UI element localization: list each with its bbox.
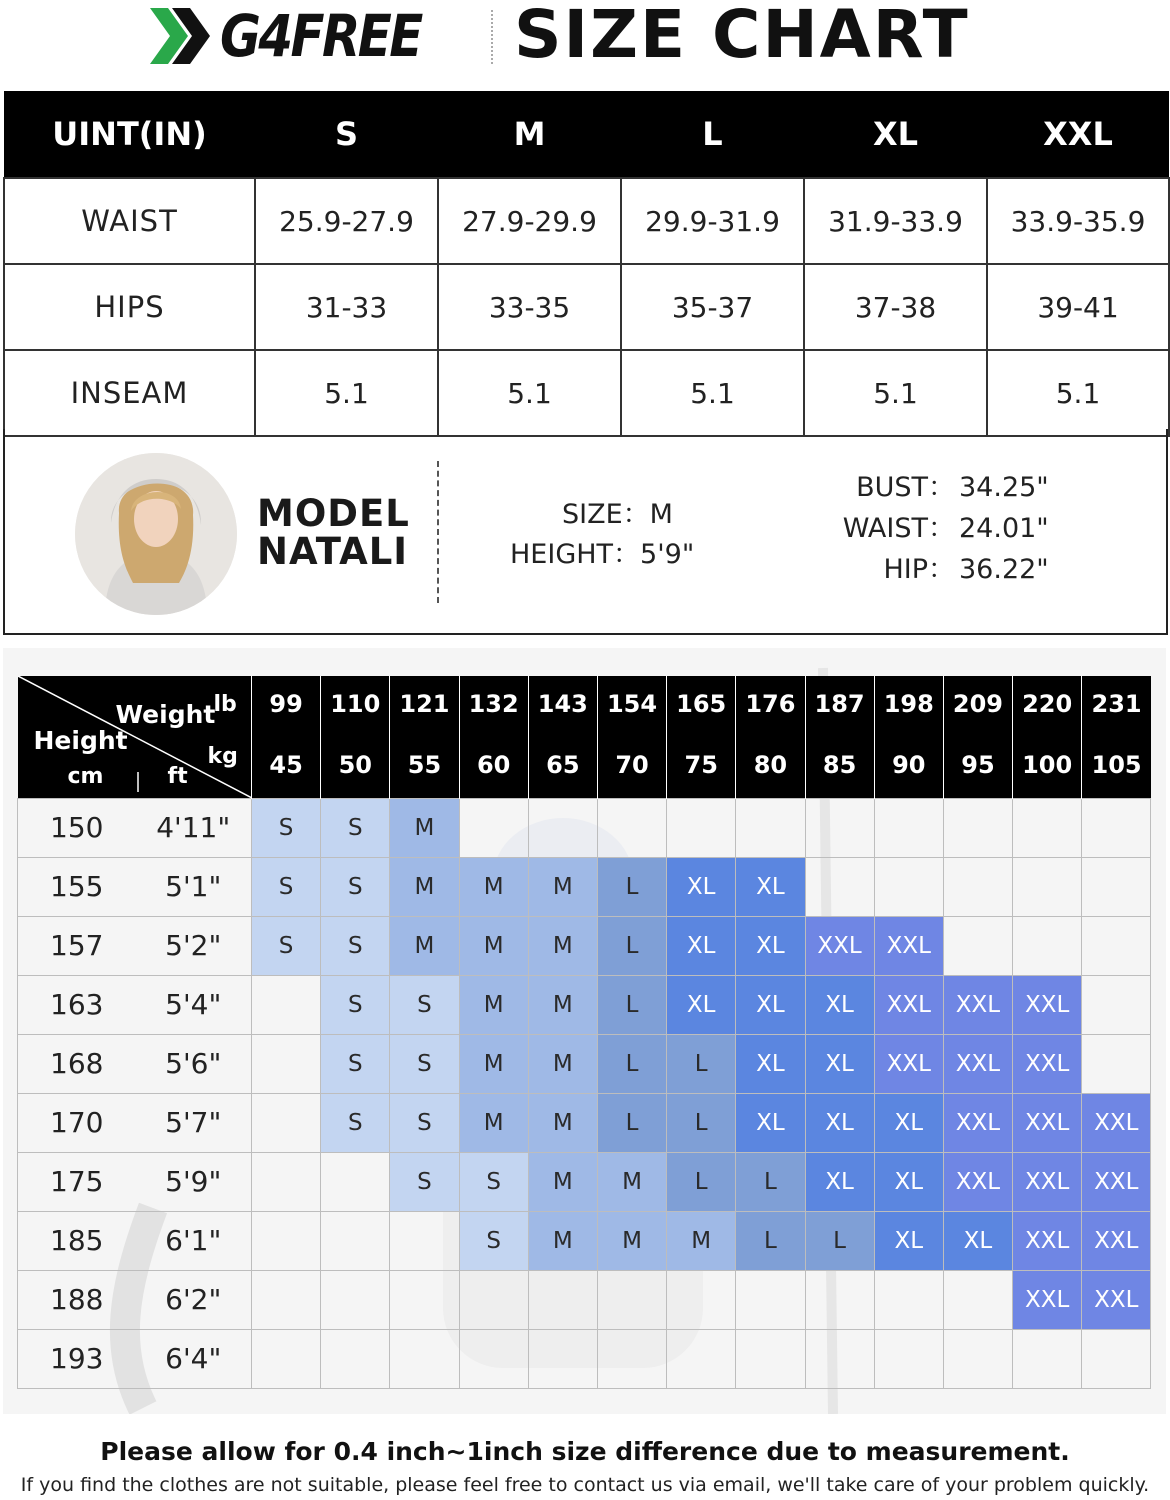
size-cell: S [321,1093,390,1152]
height-ft-cell: 5'4" [136,975,252,1034]
size-cell: XXL [943,1034,1012,1093]
size-cell: L [667,1034,736,1093]
size-cell [943,1270,1012,1329]
size-cell: XXL [805,916,874,975]
size-cell: XL [667,857,736,916]
size-cell: L [597,857,666,916]
weight-kg-header: 90 [874,732,943,798]
table-cell: 33.9-35.9 [987,178,1169,264]
size-cell: M [528,857,597,916]
size-cell [390,1211,459,1270]
height-cm-cell: 185 [18,1211,136,1270]
size-cell [736,1270,805,1329]
height-cm-cell: 150 [18,798,136,857]
weight-kg-header: 50 [321,732,390,798]
weight-lb-header: 132 [459,676,528,732]
size-cell: M [459,975,528,1034]
table-row [18,798,1151,857]
bust-value: 34.25" [959,472,1049,503]
size-grid-table [17,676,1151,1389]
grid-corner-header [18,676,252,798]
corner-label-ft: ft [167,764,188,789]
size-cell [252,1211,321,1270]
model-avatar [75,453,237,615]
header-divider [491,10,493,64]
size-cell [252,1270,321,1329]
size-cell: XL [805,1093,874,1152]
brand-logo-icon [150,4,218,68]
size-cell [874,857,943,916]
size-cell: M [528,916,597,975]
size-cell: S [459,1152,528,1211]
table-cell: 27.9-29.9 [438,178,621,264]
model-size-block [510,495,810,575]
size-cell [805,1270,874,1329]
weight-kg-header: 65 [528,732,597,798]
corner-label-kg: kg [207,744,238,769]
size-cell: XL [736,1093,805,1152]
size-cell: XXL [943,1093,1012,1152]
corner-label-height: Height [33,726,128,755]
size-cell: M [459,916,528,975]
size-cell: M [459,857,528,916]
hip-value: 36.22" [959,554,1049,585]
size-cell: XXL [874,975,943,1034]
size-cell [805,857,874,916]
size-cell: L [805,1211,874,1270]
weight-lb-header: 176 [736,676,805,732]
row-label-inseam: INSEAM [4,350,255,436]
size-cell: M [528,1093,597,1152]
size-cell: XXL [1082,1211,1151,1270]
corner-label-lb: lb [213,692,237,717]
brand-logo [150,2,453,70]
size-cell [736,1329,805,1388]
size-cell: S [390,975,459,1034]
height-cm-cell: 170 [18,1093,136,1152]
table-row [18,1270,1151,1329]
size-header: M [438,91,621,178]
size-cell: S [252,798,321,857]
weight-lb-header: 220 [1013,676,1082,732]
table-cell: 5.1 [255,350,438,436]
size-cell: M [528,1152,597,1211]
size-cell [805,798,874,857]
table-row [18,857,1151,916]
size-cell [1082,1034,1151,1093]
weight-lb-header: 198 [874,676,943,732]
model-name [257,492,410,573]
size-cell [252,975,321,1034]
height-value: 5'9" [640,539,695,570]
height-ft-cell: 5'2" [136,916,252,975]
size-cell [943,916,1012,975]
size-cell: XL [943,1211,1012,1270]
height-cm-cell: 168 [18,1034,136,1093]
size-cell [874,798,943,857]
size-cell [667,1270,736,1329]
size-cell [943,798,1012,857]
height-ft-cell: 5'7" [136,1093,252,1152]
measurement-table [3,91,1170,437]
height-ft-cell: 6'4" [136,1329,252,1388]
footer-contact-note: If you find the clothes are not suitable, please feel free to contact us via email, we'll take care of your problem quickly. [20,1474,1150,1496]
size-cell: S [252,916,321,975]
table-row [4,350,1169,436]
height-label: HEIGHT： [510,539,641,570]
size-cell [667,1329,736,1388]
size-cell: M [667,1211,736,1270]
model-name-line2: NATALI [257,530,409,573]
size-cell: XXL [1013,1152,1082,1211]
table-cell: 5.1 [438,350,621,436]
size-cell [1082,798,1151,857]
size-cell [597,798,666,857]
size-header: S [255,91,438,178]
height-cm-cell: 188 [18,1270,136,1329]
size-cell [321,1152,390,1211]
header [0,0,1170,86]
weight-lb-header: 231 [1082,676,1151,732]
size-header: L [621,91,804,178]
size-cell: S [321,798,390,857]
size-cell [252,1152,321,1211]
height-cm-cell: 193 [18,1329,136,1388]
table-cell: 33-35 [438,264,621,350]
weight-lb-header: 99 [252,676,321,732]
size-cell: XXL [1082,1270,1151,1329]
size-cell [459,1270,528,1329]
weight-lb-header: 209 [943,676,1012,732]
height-ft-cell: 6'1" [136,1211,252,1270]
size-cell [528,1270,597,1329]
weight-kg-header: 85 [805,732,874,798]
table-row [4,178,1169,264]
height-ft-cell: 4'11" [136,798,252,857]
weight-kg-header: 60 [459,732,528,798]
weight-kg-header: 75 [667,732,736,798]
size-cell: XXL [1013,975,1082,1034]
size-cell [805,1329,874,1388]
model-divider [437,461,439,603]
size-cell [390,1329,459,1388]
size-cell: XXL [943,975,1012,1034]
table-cell: 29.9-31.9 [621,178,804,264]
size-cell: S [321,1034,390,1093]
weight-kg-header: 45 [252,732,321,798]
size-cell: XXL [1013,1093,1082,1152]
weight-kg-header: 100 [1013,732,1082,798]
size-cell [597,1329,666,1388]
size-cell: XXL [1013,1211,1082,1270]
table-cell: 39-41 [987,264,1169,350]
size-cell: S [390,1093,459,1152]
size-cell: L [667,1152,736,1211]
model-measurements-block [795,467,1055,590]
size-cell: XL [736,975,805,1034]
table-row [18,1152,1151,1211]
weight-kg-header: 95 [943,732,1012,798]
size-cell [1013,798,1082,857]
table-row [18,975,1151,1034]
size-cell [1013,857,1082,916]
size-cell: XXL [874,916,943,975]
size-cell: XL [805,975,874,1034]
weight-kg-header: 80 [736,732,805,798]
size-cell [1013,916,1082,975]
size-cell [459,1329,528,1388]
size-cell: L [597,1034,666,1093]
size-cell: S [390,1034,459,1093]
size-label: SIZE： [562,499,650,530]
table-cell: 5.1 [804,350,987,436]
size-cell: XL [805,1152,874,1211]
size-cell: M [390,798,459,857]
size-cell: XL [805,1034,874,1093]
size-cell: XXL [1082,1093,1151,1152]
size-cell: XL [736,1034,805,1093]
size-cell [321,1270,390,1329]
corner-label-weight: Weight [115,700,216,729]
size-cell: XL [736,857,805,916]
size-cell: S [321,916,390,975]
size-cell: M [528,1211,597,1270]
weight-lb-header: 187 [805,676,874,732]
table-cell: 35-37 [621,264,804,350]
height-ft-cell: 6'2" [136,1270,252,1329]
weight-lb-header: 165 [667,676,736,732]
size-cell: L [736,1211,805,1270]
model-photo-image [75,453,237,615]
size-cell [874,1329,943,1388]
table-row [4,264,1169,350]
size-cell: XL [667,975,736,1034]
size-cell [736,798,805,857]
size-cell [528,1329,597,1388]
size-cell: M [390,857,459,916]
size-cell: L [597,1093,666,1152]
size-cell [1082,857,1151,916]
size-cell: S [390,1152,459,1211]
size-cell: XXL [1082,1152,1151,1211]
waist-label: WAIST： [842,513,955,544]
size-cell [1013,1329,1082,1388]
page-title: SIZE CHART [514,0,970,73]
size-cell [1082,1329,1151,1388]
size-cell: S [252,857,321,916]
size-cell [528,798,597,857]
row-label-waist: WAIST [4,178,255,264]
size-cell: L [736,1152,805,1211]
measurement-header-row [4,91,1169,178]
size-cell [321,1211,390,1270]
size-cell: L [597,916,666,975]
size-cell: M [597,1152,666,1211]
size-cell [459,798,528,857]
size-cell: S [321,975,390,1034]
weight-lb-header: 110 [321,676,390,732]
row-label-hips: HIPS [4,264,255,350]
weight-lb-header: 121 [390,676,459,732]
size-cell [252,1329,321,1388]
size-cell: XL [736,916,805,975]
weight-lb-header: 154 [597,676,666,732]
size-cell: L [597,975,666,1034]
unit-header: UINT(IN) [4,91,255,178]
waist-value: 24.01" [959,513,1049,544]
height-ft-cell: 5'1" [136,857,252,916]
size-cell: XL [667,916,736,975]
size-cell [1082,975,1151,1034]
table-cell: 37-38 [804,264,987,350]
size-cell: S [459,1211,528,1270]
table-row [18,1211,1151,1270]
size-cell [943,857,1012,916]
size-cell [252,1093,321,1152]
height-ft-cell: 5'6" [136,1034,252,1093]
size-cell: M [390,916,459,975]
height-ft-cell: 5'9" [136,1152,252,1211]
height-cm-cell: 175 [18,1152,136,1211]
height-cm-cell: 155 [18,857,136,916]
size-cell: L [667,1093,736,1152]
size-cell [943,1329,1012,1388]
brand-name: G4FREE [220,2,421,70]
model-name-line1: MODEL [257,492,410,535]
size-cell [667,798,736,857]
size-cell: M [528,1034,597,1093]
corner-label-cm: cm [67,764,104,789]
size-cell: XXL [874,1034,943,1093]
size-cell: XL [874,1152,943,1211]
weight-kg-header: 105 [1082,732,1151,798]
size-header: XXL [987,91,1169,178]
size-cell [321,1329,390,1388]
table-row [18,1093,1151,1152]
size-cell [597,1270,666,1329]
height-cm-cell: 157 [18,916,136,975]
size-cell [1082,916,1151,975]
table-row [18,1034,1151,1093]
size-cell: XL [874,1093,943,1152]
model-info-box [3,429,1168,635]
weight-kg-header: 70 [597,732,666,798]
table-row [18,916,1151,975]
size-cell: M [597,1211,666,1270]
hip-label: HIP： [883,554,955,585]
size-header: XL [804,91,987,178]
table-cell: 31-33 [255,264,438,350]
height-cm-cell: 163 [18,975,136,1034]
size-cell [390,1270,459,1329]
size-cell: S [321,857,390,916]
size-cell: XXL [943,1152,1012,1211]
footer-note: Please allow for 0.4 inch~1inch size difference due to measurement. [100,1437,1070,1466]
table-cell: 5.1 [621,350,804,436]
size-cell: M [459,1034,528,1093]
bust-label: BUST： [856,472,955,503]
size-cell: XXL [1013,1034,1082,1093]
weight-kg-header: 55 [390,732,459,798]
size-cell [252,1034,321,1093]
grid-header-lb-row [18,676,1151,732]
table-cell: 5.1 [987,350,1169,436]
size-cell: M [459,1093,528,1152]
size-cell [874,1270,943,1329]
table-cell: 25.9-27.9 [255,178,438,264]
weight-lb-header: 143 [528,676,597,732]
size-cell: XXL [1013,1270,1082,1329]
size-value: M [649,499,673,530]
size-cell: M [528,975,597,1034]
size-cell: XL [874,1211,943,1270]
table-row [18,1329,1151,1388]
table-cell: 31.9-33.9 [804,178,987,264]
